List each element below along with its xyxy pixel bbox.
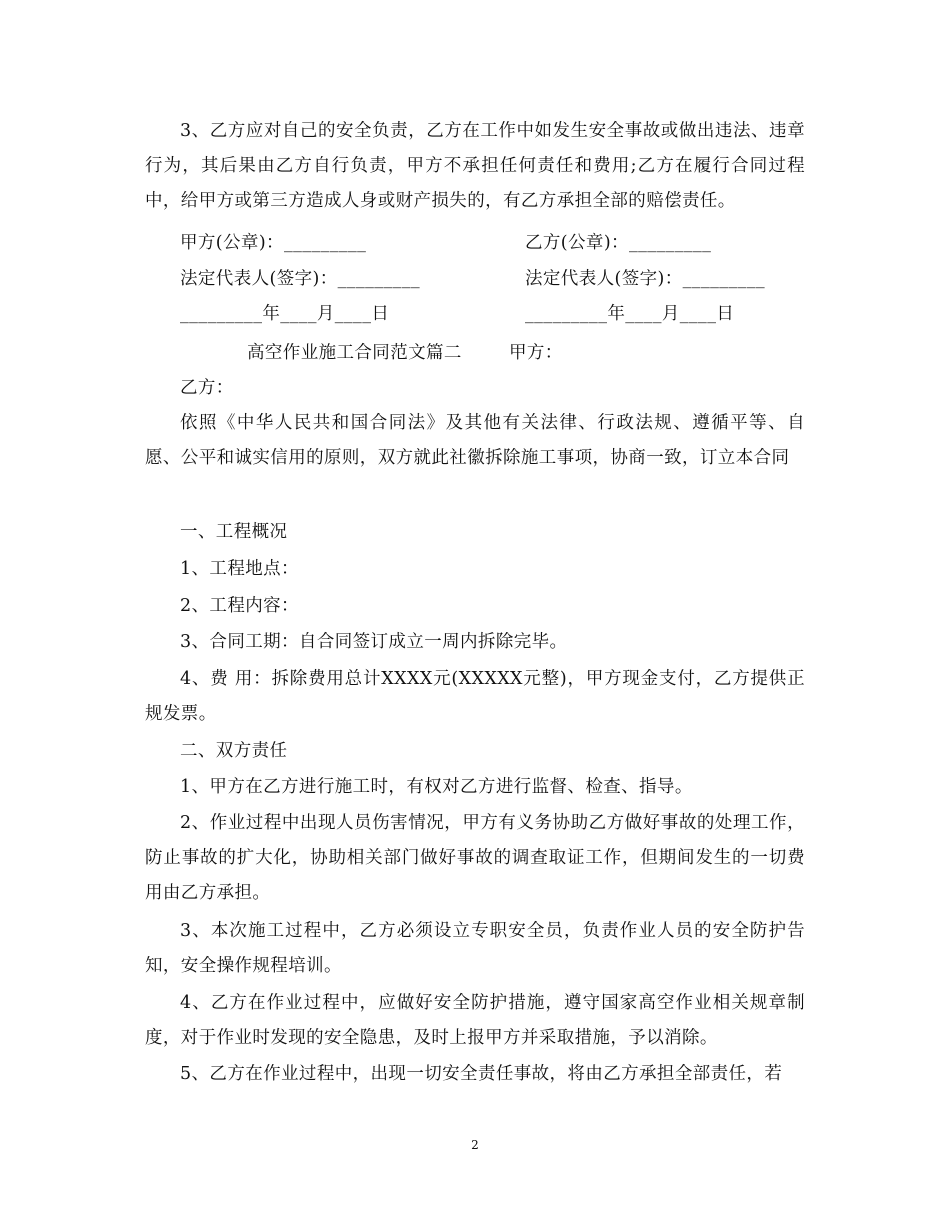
party-a-date-line: _________年____月____日: [180, 304, 390, 324]
contract-heading: 高空作业施工合同范文篇二: [247, 343, 462, 363]
page-number: 2: [471, 1138, 479, 1152]
party-b-label: 乙方：: [180, 378, 234, 398]
section-one-item-content: 2、工程内容：: [180, 596, 299, 616]
section-two-title: 二、双方责任: [180, 741, 288, 761]
heading-party-a-label: 甲方：: [509, 343, 563, 363]
section-two-item-accident-handling: 2、作业过程中出现人员伤害情况，甲方有义务协助乙方做好事故的处理工作，防止事故的扩大化，协助相关部门做好事故的调查取证工作，但期间发生的一切费用由乙方承担。: [145, 813, 805, 903]
party-a-representative-line: 法定代表人(签字)：_________: [180, 269, 421, 289]
party-a-seal-line: 甲方(公章)：_________: [180, 233, 367, 253]
section-two-item-supervision: 1、甲方在乙方进行施工时，有权对乙方进行监督、检查、指导。: [180, 777, 693, 797]
section-two-item-safety-officer: 3、本次施工过程中，乙方必须设立专职安全员，负责作业人员的安全防护告知，安全操作规程培训。: [145, 921, 805, 976]
paragraph-legal-basis: 依照《中华人民共和国合同法》及其他有关法律、行政法规、遵循平等、自愿、公平和诚实信用的原则，双方就此社徽拆除施工事项，协商一致，订立本合同: [145, 413, 805, 468]
paragraph-safety-responsibility: 3、乙方应对自己的安全负责，乙方在工作中如发生安全事故或做出违法、违章行为，其后果由乙方自行负责，甲方不承担任何责任和费用;乙方在履行合同过程中，给甲方或第三方造成人身或财产损失的，有乙方承担全部的赔偿责任。: [145, 121, 805, 211]
section-one-title: 一、工程概况: [180, 522, 288, 542]
section-one-item-duration: 3、合同工期：自合同签订成立一周内拆除完毕。: [180, 632, 568, 652]
party-b-seal-line: 乙方(公章)：_________: [525, 233, 712, 253]
party-b-representative-line: 法定代表人(签字)：_________: [525, 269, 766, 289]
section-two-item-liability: 5、乙方在作业过程中，出现一切安全责任事故，将由乙方承担全部责任，若: [180, 1064, 783, 1084]
party-b-date-line: _________年____月____日: [525, 304, 735, 324]
section-one-item-location: 1、工程地点：: [180, 559, 299, 579]
section-one-item-fee: 4、费 用：拆除费用总计XXXX元(XXXXX元整)，甲方现金支付，乙方提供正规发票。: [145, 669, 805, 724]
section-two-item-safety-measures: 4、乙方在作业过程中，应做好安全防护措施，遵守国家高空作业相关规章制度，对于作业时发现的安全隐患，及时上报甲方并采取措施，予以消除。: [145, 993, 805, 1048]
